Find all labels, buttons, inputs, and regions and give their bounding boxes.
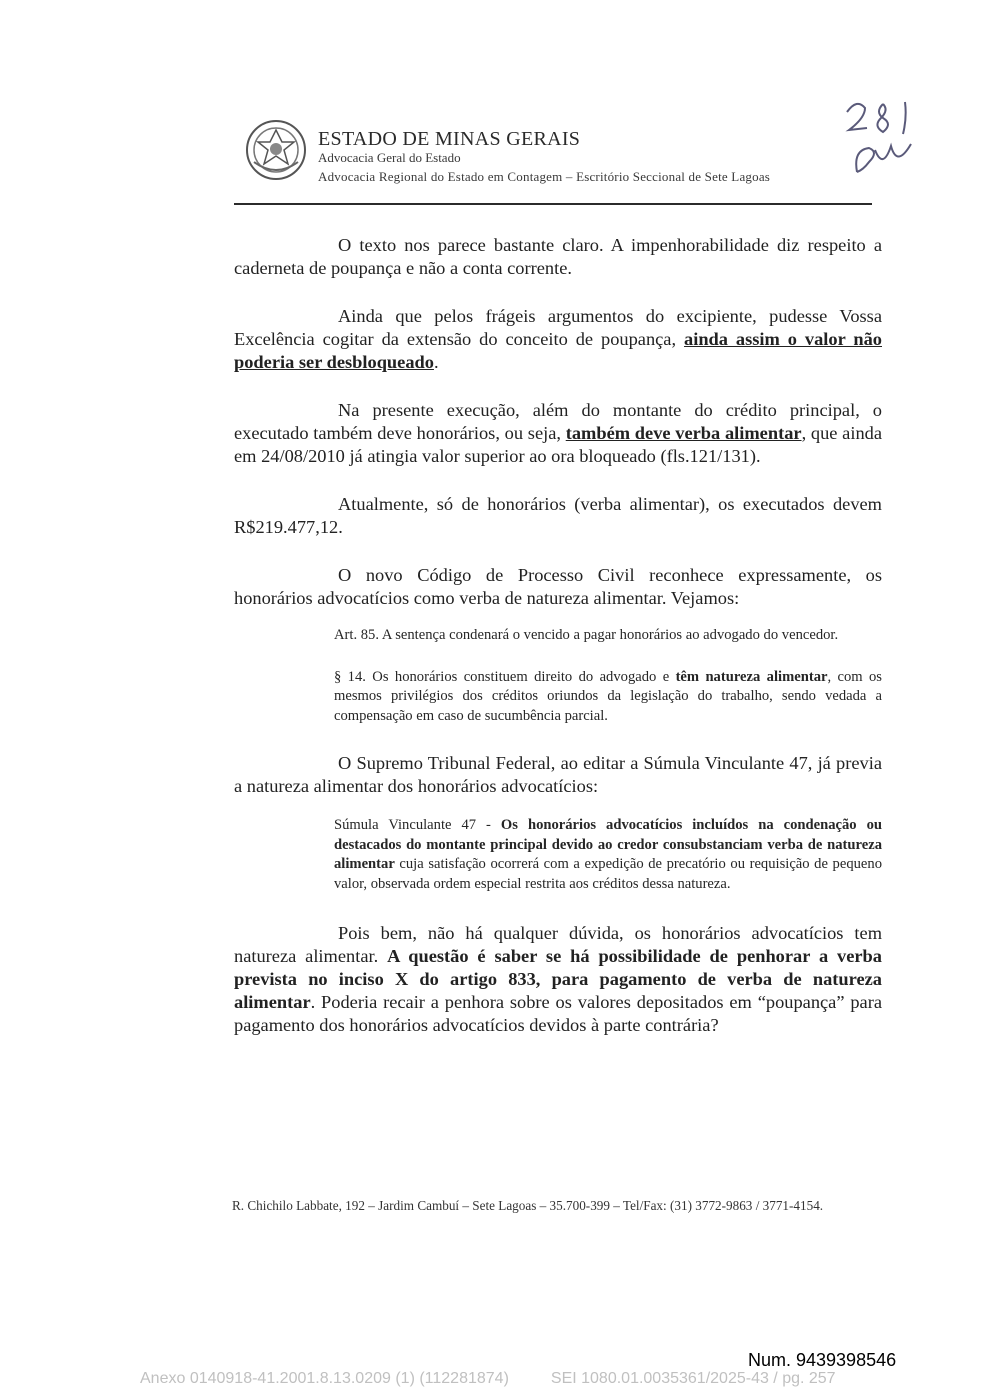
header-subtitle-office: Advocacia Regional do Estado em Contagem – Escritório Seccional de Sete Lagoas	[318, 169, 771, 184]
header-divider	[234, 203, 872, 205]
annex-reference	[140, 1370, 836, 1388]
quote-paragraph-14-emphasis: têm natureza alimentar	[675, 668, 828, 685]
paragraph-7	[234, 922, 882, 1037]
paragraph-6: O Supremo Tribunal Federal, ao editar a Súmula Vinculante 47, já previa a natureza alimentar dos honorários advocatícios:	[234, 753, 882, 796]
paragraph-2-text: Ainda que pelos frágeis argumentos do excipiente, pudesse Vossa Excelência cogitar da extensão do conceito de poupança,	[234, 306, 882, 349]
paragraph-5: O novo Código de Processo Civil reconhece expressamente, os honorários advocatícios como verba de natureza alimentar. Vejamos:	[234, 565, 882, 608]
state-coat-of-arms-icon	[244, 118, 308, 182]
paragraph-2	[234, 305, 882, 374]
header-subtitle-agency: Advocacia Geral do Estado	[318, 150, 461, 165]
paragraph-3	[234, 399, 882, 468]
annex-sei-page: SEI 1080.01.0035361/2025-43 / pg. 257	[550, 1370, 836, 1387]
paragraph-7-emphasis: A questão é saber se há possibilidade de penhorar a verba prevista no inciso X do artigo 833, para pagamento de verba de natureza alimentar	[234, 946, 882, 1012]
quote-sumula-47	[334, 816, 882, 894]
paragraph-3-text: Na presente execução, além do montante do crédito principal, o executado também deve honorários, ou seja,	[234, 400, 882, 443]
document-number: Num. 9439398546	[748, 1350, 897, 1370]
header-title: ESTADO DE MINAS GERAIS	[318, 128, 581, 150]
paragraph-2-emphasis: ainda assim o valor não poderia ser desbloqueado	[234, 329, 882, 372]
paragraph-7-text: Pois bem, não há qualquer dúvida, os honorários advocatícios tem natureza alimentar.	[234, 923, 882, 966]
quote-sumula-47-emphasis: Os honorários advocatícios incluídos na condenação ou destacados do montante principal devido ao credor consubstanciam verba de natureza alimentar	[334, 817, 882, 872]
quote-paragraph-14	[334, 668, 882, 727]
paragraph-4: Atualmente, só de honorários (verba alimentar), os executados devem R$219.477,12.	[234, 494, 882, 537]
quote-sumula-47-label: Súmula Vinculante 47 -	[334, 817, 501, 833]
quote-sumula-47-end: cuja satisfação ocorrerá com a expedição de precatório ou requisição de pequeno valor, observada ordem especial restrita aos créditos dessa natureza.	[334, 856, 882, 892]
handwritten-page-number-signature	[835, 90, 945, 180]
paragraph-2-end: .	[433, 352, 439, 372]
quote-paragraph-14-end: , com os mesmos privilégios dos créditos oriundos da legislação do trabalho, sendo vedada a compensação em caso de sucumbência parcial.	[334, 668, 882, 724]
quote-art-85: Art. 85. A sentença condenará o vencido a pagar honorários ao advogado do vencedor.	[334, 627, 839, 643]
paragraph-1: O texto nos parece bastante claro. A impenhorabilidade diz respeito a caderneta de poupança e não a conta corrente.	[234, 235, 882, 278]
annex-process-id: Anexo 0140918-41.2001.8.13.0209 (1) (112281874)	[140, 1370, 509, 1387]
quote-paragraph-14-text: § 14. Os honorários constituem direito do advogado e	[334, 668, 676, 685]
paragraph-7-end: . Poderia recair a penhora sobre os valores depositados em “poupança” para pagamento dos honorários advocatícios devidos à parte contrária?	[234, 992, 882, 1035]
footer-address: R. Chichilo Labbate, 192 – Jardim Cambuí – Sete Lagoas – 35.700-399 – Tel/Fax: (31) 3772-9863 / 3771-4154.	[232, 1198, 824, 1213]
document-body	[234, 234, 882, 1037]
paragraph-3-emphasis: também deve verba alimentar	[565, 423, 802, 443]
paragraph-3-end: , que ainda em 24/08/2010 já atingia valor superior ao ora bloqueado (fls.121/131).	[234, 423, 882, 466]
